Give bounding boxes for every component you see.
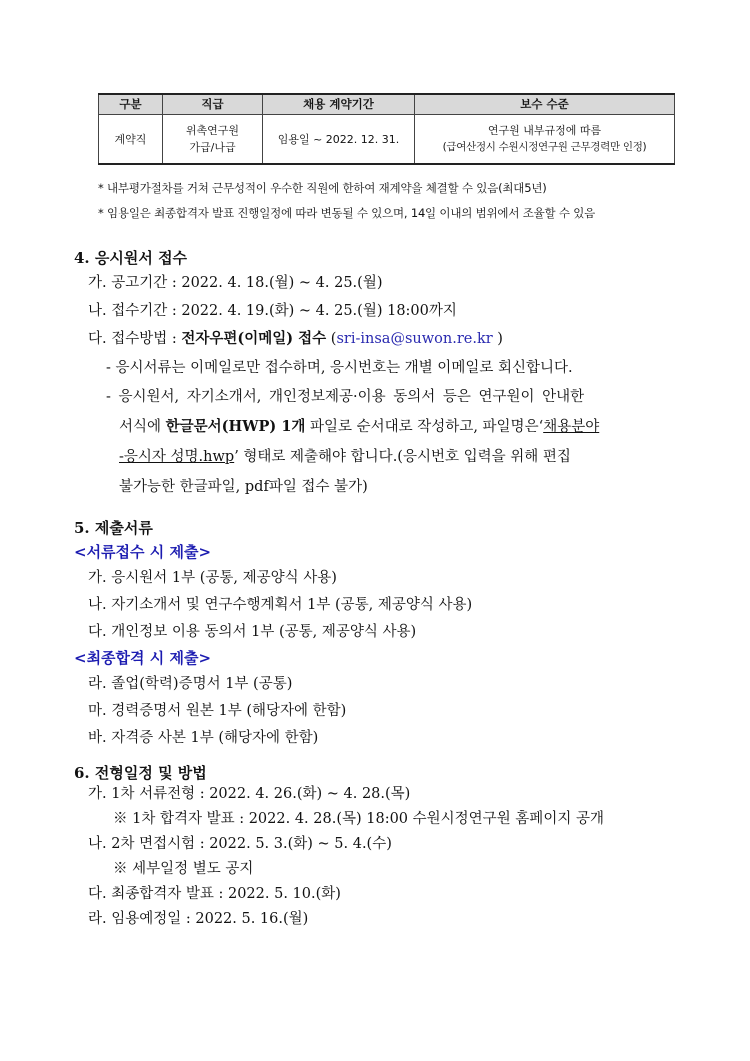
section4-bullet2-line3 — [119, 444, 571, 470]
section6-ra: 라. 임용예정일 : 2022. 5. 16.(월) — [88, 911, 309, 927]
section5-item: 바. 자격증 사본 1부 (해당자에 한함) — [88, 730, 319, 746]
cell-type: 계약직 — [99, 115, 163, 165]
b2-filename-1: 채용분야 — [543, 419, 600, 435]
da-method: 전자우편(이메일) 접수 — [181, 330, 327, 347]
email-link[interactable]: sri-insa@suwon.re.kr — [336, 331, 493, 347]
section6-title: 6. 전형일정 및 방법 — [74, 764, 207, 782]
section5-item: 라. 졸업(학력)증명서 1부 (공통) — [88, 676, 293, 692]
header-pay: 보수 수준 — [415, 94, 675, 115]
section4-na: 나. 접수기간 : 2022. 4. 19.(화) ~ 4. 25.(월) 18:00까지 — [88, 303, 457, 319]
section5-sub2: <최종합격 시 제출> — [74, 649, 212, 667]
rank-line1: 위촉연구원 — [185, 124, 240, 137]
header-type: 구분 — [99, 94, 163, 115]
section4-bullet2-line2 — [119, 414, 599, 440]
b2-filename-2: -응시자 성명.hwp — [119, 449, 235, 465]
section6-da: 다. 최종합격자 발표 : 2022. 5. 10.(화) — [88, 886, 341, 902]
pay-line1: 연구원 내부규정에 따름 — [487, 124, 602, 137]
da-close: ) — [492, 331, 503, 347]
note-appointment-date: * 임용일은 최종합격자 발표 진행일정에 따라 변동될 수 있으며, 14일 이내의 범위에서 조율할 수 있음 — [98, 206, 596, 220]
header-rank: 직급 — [163, 94, 263, 115]
section5-item: 다. 개인정보 이용 동의서 1부 (공통, 제공양식 사용) — [88, 624, 417, 640]
section4-title: 4. 응시원서 접수 — [74, 249, 188, 267]
da-open: ( — [326, 331, 337, 347]
section5-title: 5. 제출서류 — [74, 519, 153, 537]
b2-text1: 서식에 — [119, 419, 166, 435]
cell-rank — [163, 115, 263, 165]
section5-item: 마. 경력증명서 원본 1부 (해당자에 한함) — [88, 703, 347, 719]
b2-text3: ’ 형태로 제출해야 합니다.(응시번호 입력을 위해 편집 — [234, 449, 571, 465]
b2-text2: 파일로 순서대로 작성하고, 파일명은‘ — [305, 419, 544, 435]
cell-pay — [415, 115, 675, 165]
section4-bullet1: - 응시서류는 이메일로만 접수하며, 응시번호는 개별 이메일로 회신합니다. — [106, 360, 573, 376]
cell-period: 임용일 ~ 2022. 12. 31. — [263, 115, 415, 165]
pay-line2: (급여산정시 수원시정연구원 근무경력만 인정) — [442, 141, 647, 153]
section4-ga: 가. 공고기간 : 2022. 4. 18.(월) ~ 4. 25.(월) — [88, 275, 383, 291]
section5-item: 나. 자기소개서 및 연구수행계획서 1부 (공통, 제공양식 사용) — [88, 597, 473, 613]
section6-ga: 가. 1차 서류전형 : 2022. 4. 26.(화) ~ 4. 28.(목) — [88, 786, 411, 802]
table-row — [99, 115, 675, 165]
section5-item: 가. 응시원서 1부 (공통, 제공양식 사용) — [88, 570, 337, 586]
table-header-row — [99, 94, 675, 115]
rank-line2: 가급/나급 — [189, 141, 236, 154]
b2-hwp: 한글문서(HWP) 1개 — [165, 418, 306, 435]
section6-na: 나. 2차 면접시험 : 2022. 5. 3.(화) ~ 5. 4.(수) — [88, 836, 392, 852]
section6-na-note: ※ 세부일정 별도 공지 — [113, 861, 254, 877]
section5-sub1: <서류접수 시 제출> — [74, 543, 212, 561]
section6-ga-note: ※ 1차 합격자 발표 : 2022. 4. 28.(목) 18:00 수원시정연구원 홈페이지 공개 — [113, 811, 604, 827]
header-period: 채용 계약기간 — [263, 94, 415, 115]
note-reappointment: * 내부평가절차를 거쳐 근무성적이 우수한 직원에 한하여 재계약을 체결할 수 있음(최대5년) — [98, 181, 547, 195]
section4-bullet2-line4: 불가능한 한글파일, pdf파일 접수 불가) — [119, 479, 368, 495]
section4-bullet2-line1: - 응시원서, 자기소개서, 개인정보제공·이용 동의서 등은 연구원이 안내한 — [106, 389, 585, 405]
section4-da — [88, 326, 503, 352]
da-prefix: 다. 접수방법 : — [88, 331, 182, 347]
employment-terms-table — [98, 93, 675, 165]
